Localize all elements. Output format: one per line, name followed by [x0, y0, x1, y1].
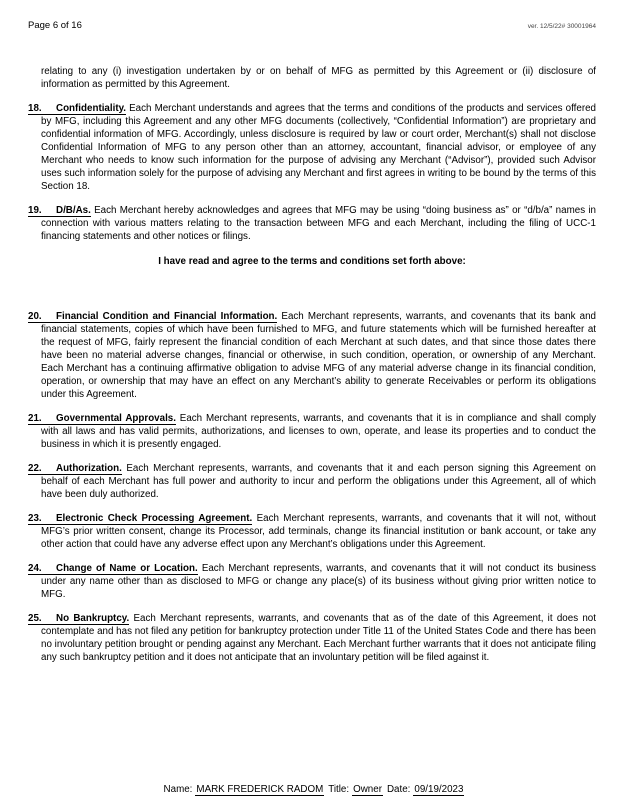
section-21-heading: [28, 413, 176, 425]
section-18-title: Confidentiality.: [56, 103, 127, 114]
section-23-number: 23.: [28, 513, 42, 524]
section-18-number: 18.: [28, 103, 42, 114]
page-number-label: Page 6 of 16: [28, 20, 82, 31]
section-20-heading: [28, 311, 277, 323]
section-25-title: No Bankruptcy.: [56, 613, 130, 624]
section-24-change-of-name-or-location: [28, 562, 596, 601]
section-19-dbas: [28, 204, 596, 243]
date-label: Date:: [386, 784, 411, 795]
section-20-title: Financial Condition and Financial Information.: [56, 311, 278, 322]
section-22-number: 22.: [28, 463, 42, 474]
section-20-number: 20.: [28, 311, 42, 322]
section-24-number: 24.: [28, 563, 42, 574]
page-header: [28, 20, 596, 31]
section-19-title: D/B/As.: [56, 205, 91, 216]
section-18-heading: [28, 103, 126, 115]
section-22-heading: [28, 463, 122, 475]
section-22-authorization: [28, 462, 596, 501]
section-23-electronic-check-processing: [28, 512, 596, 551]
title-value: Owner: [353, 784, 382, 795]
section-25-number: 25.: [28, 613, 42, 624]
section-18-confidentiality: [28, 102, 596, 193]
section-19-number: 19.: [28, 205, 42, 216]
section-21-title: Governmental Approvals.: [56, 413, 176, 424]
section-21-number: 21.: [28, 413, 42, 424]
section-20-financial-condition: [28, 310, 596, 401]
section-25-heading: [28, 613, 129, 625]
section-25-no-bankruptcy: [28, 612, 596, 664]
section-22-title: Authorization.: [56, 463, 122, 474]
section-24-title: Change of Name or Location.: [56, 563, 198, 574]
section-21-governmental-approvals: [28, 412, 596, 451]
section-25-body: Each Merchant represents, warrants, and covenants that as of the date of this Agreement, it does not contemplate and has not filed any petition for bankruptcy protection under Title 11 of the United States Code and there has been no involuntary petition brought or pending against any Merchant. Each Merchant further warrants that it does not anticipate filing any such bankruptcy petition and it does not anticipate that an involuntary petition will be filed against it.: [41, 613, 596, 663]
title-label: Title:: [328, 784, 350, 795]
date-value: 09/19/2023: [414, 784, 464, 795]
agreement-statement: I have read and agree to the terms and conditions set forth above:: [158, 256, 466, 267]
section-19-body: Each Merchant hereby acknowledges and agrees that MFG may be using “doing business as” or “d/b/a” names in connection with various matters relating to the transaction between MFG and each Merchant, including the filing of UCC-1 financing statements and other notices or filings.: [41, 205, 596, 242]
section-23-title: Electronic Check Processing Agreement.: [56, 513, 253, 524]
name-label: Name:: [163, 784, 193, 795]
section-24-body: Each Merchant represents, warrants, and covenants that it will not conduct its business under any name other than as disclosed to MFG or change any place(s) of its business without giving prior written notice to MFG.: [41, 563, 596, 600]
section-23-heading: [28, 513, 252, 525]
version-label: ver. 12/5/22# 30001964: [527, 23, 596, 30]
signature-footer: [0, 784, 624, 796]
continuation-paragraph: relating to any (i) investigation undertaken by or on behalf of MFG as permitted by this Agreement or (ii) disclosure of information as permitted by this Agreement.: [41, 66, 596, 90]
section-21-body: Each Merchant represents, warrants, and covenants that it is in compliance and shall comply with all laws and has valid permits, authorizations, and licenses to own, operate, and lease its properties and to conduct the business in which it is presently engaged.: [41, 413, 596, 450]
section-19-heading: [28, 205, 91, 217]
section-20-body: Each Merchant represents, warrants, and covenants that its bank and financial statements, copies of which have been furnished to MFG, and future statements which will be furnished hereafter at the request of MFG, fairly represent the financial condition of each Merchant at such dates, and that since those dates there have been no material adverse changes, financial or otherwise, in such condition, operation, or ownership of any Merchant. Each Merchant has a continuing affirmative obligation to advise MFG of any material adverse change in its financial condition, operation, or ownership that may have an effect on any Merchant’s ability to generate Receivables or perform its obligations under this Agreement.: [41, 311, 596, 400]
section-22-body: Each Merchant represents, warrants, and covenants that it and each person signing this Agreement on behalf of each Merchant has full power and authority to incur and perform the obligations under this Agreement, all of which have been duly authorized.: [41, 463, 596, 500]
section-18-body: Each Merchant understands and agrees that the terms and conditions of the products and services offered by MFG, including this Agreement and any other MFG documents (collectively, “Confidential Information”) are proprietary and confidential information of MFG. Accordingly, unless disclosure is required by law or court order, Merchant(s) shall not disclose Confidential Information of MFG to any person other than an attorney, accountant, financial advisor, or employee of any Merchant who needs to know such information for the purpose of advising any Merchant (“Advisor”), provided such Advisor uses such information solely for the purpose of advising any Merchant and first agrees in writing to be bound by the terms of this Section 18.: [41, 103, 596, 192]
section-24-heading: [28, 563, 198, 575]
name-value: MARK FREDERICK RADOM: [196, 784, 324, 795]
section-23-body: Each Merchant represents, warrants, and covenants that it will not, without MFG’s prior written consent, change its Processor, add terminals, change its financial institution or bank account, or take any other action that could have any adverse effect upon any Merchant’s obligations under this Agreement.: [41, 513, 596, 550]
